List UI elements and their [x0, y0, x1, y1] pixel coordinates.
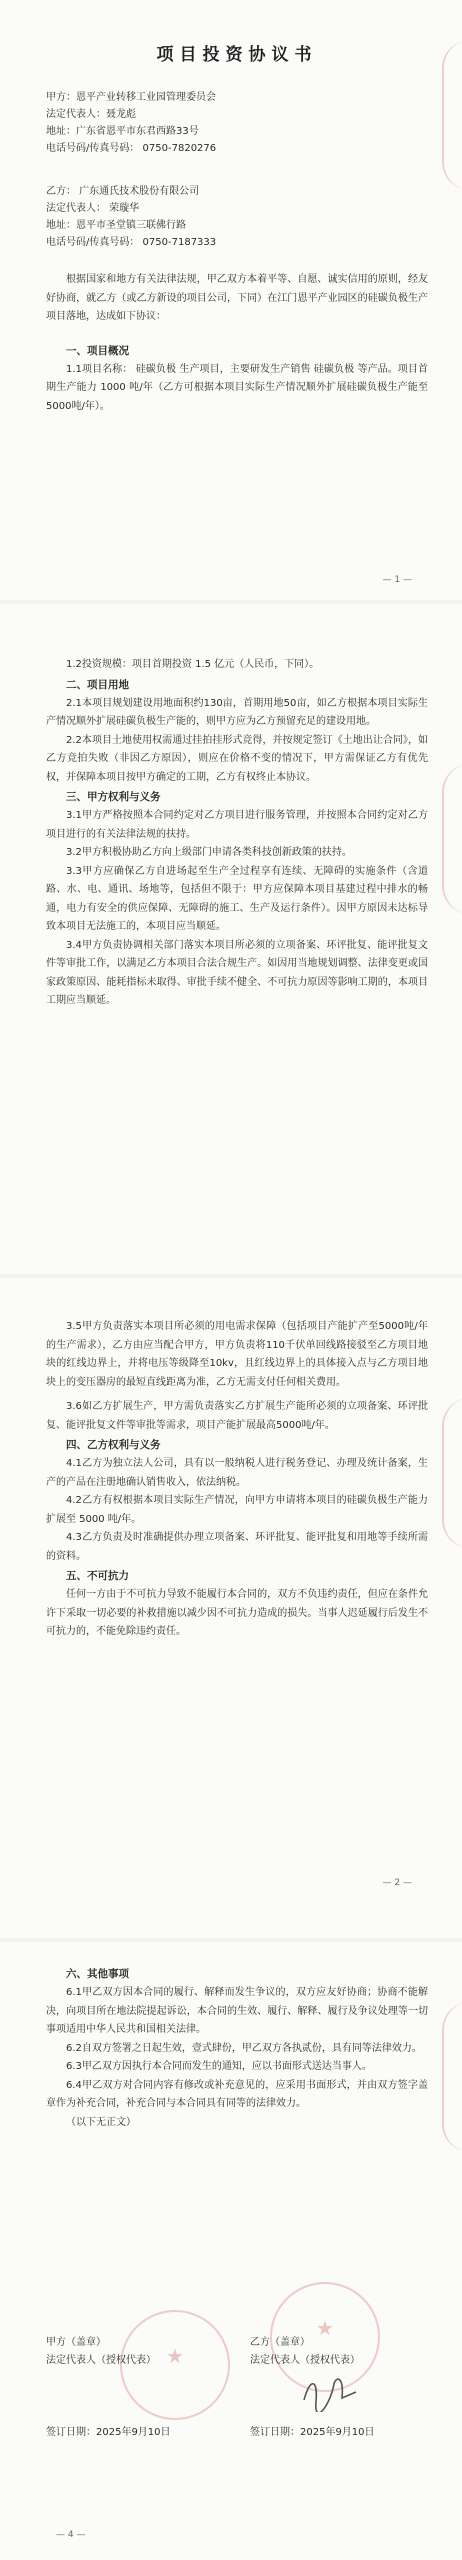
- party-b-phone: 电话号码/传真号码： 0750-7187333: [46, 237, 217, 248]
- seal-edge-mark: [442, 40, 462, 190]
- party-b-name: 乙方： 广东通氏技术股份有限公司: [46, 186, 200, 197]
- section-6-1: 6.1甲乙双方因本合同的履行、解释而发生争议的，双方应友好协商；协商不能解决，向项目所在地法院提起诉讼，本合同的生效、履行、解释、履行及争议处理等一切事项适用中华人民共和国相关法律。: [46, 1987, 428, 2035]
- seal-edge-mark: [442, 764, 462, 914]
- section-3-2: 3.2甲方积极协助乙方向上级部门申请各类科技创新政策的扶持。: [66, 847, 352, 858]
- section-2-2: 2.2本项目土地使用权需通过挂拍挂形式竞得，并按规定签订《土地出让合同》，如乙方竞拍失败（非因乙方原因），则应在价格不变的情况下，甲方需保证乙方有优先权，并保障本项目按甲方确定的工期，乙方有权终止本协议。: [46, 734, 428, 783]
- page-4-content: [46, 1964, 428, 2132]
- section-2-1: 2.1本项目规划建设用地面积约130亩，首期用地50亩，如乙方根据本项目实际生产情况顺外扩展硅碳负极生产能的，则甲方应为乙方预留充足的建设用地。: [46, 697, 428, 727]
- section-5-1: 任何一方由于不可抗力导致不能履行本合同的，双方不负违约责任，但应在条件允许下采取一切必要的补救措施以减少因不可抗力造成的损失。当事人迟延履行后发生不可抗力的，不能免除违约责任。: [46, 1589, 428, 1637]
- section-1-2: 1.2投资规模：项目首期投资 1.5 亿元（人民币，下同）。: [66, 659, 320, 670]
- party-b-rep: 法定代表人： 荣璇华: [46, 203, 140, 214]
- section-3-5: 3.5甲方负责落实本项目所必须的用电需求保障（包括项目产能扩产至5000吨/年的生产需求），乙方由应当配合甲方，甲方负责将110千伏单回线路接驳至乙方项目地块的红线边界上，并将电压等级降至10kv，且红线边界上的具体接入点与乙方项目地块上的变压器房的最短直线距离为准，乙方无需支付任何相关费用。: [46, 1321, 428, 1388]
- section-6-2: 6.2自双方签署之日起生效，壹式肆份，甲乙双方各执贰份，具有同等法律效力。: [66, 2042, 422, 2054]
- intro-paragraph: 根据国家和地方有关法律法规，甲乙双方本着平等、自愿、诚实信用的原则，经友好协商，就乙方（或乙方新设的项目公司，下同）在江门恩平产业园区的硅碳负极生产项目落地，达成如下协议：: [46, 274, 428, 322]
- section-6-heading: 六、其他事项: [66, 1968, 129, 1980]
- section-6-3: 6.3甲乙双方因执行本合同而发生的通知，应以书面形式送达当事人。: [66, 2061, 372, 2072]
- page-1-content: [46, 40, 428, 416]
- page-number: — 2 —: [382, 1878, 412, 1888]
- seal-edge-mark: [442, 1398, 462, 1548]
- party-a-seal-label: 甲方（盖章）: [46, 2337, 106, 2348]
- section-3-heading: 三、甲方权利与义务: [66, 791, 161, 803]
- section-4-2: 4.2乙方有权根据本项目实际生产情况，向甲方申请将本项目的硅碳负极生产能力扩展至 5000 吨/年。: [46, 1495, 428, 1525]
- party-a-address: 地址：广东省恩平市东君西路33号: [46, 126, 199, 137]
- section-4-heading: 四、乙方权利与义务: [66, 1439, 161, 1451]
- party-b-signature: [300, 2372, 360, 2418]
- section-4-3: 4.3乙方负责及时准确提供办理立项备案、环评批复、能评批复和用地等手续所需的资料。: [46, 1532, 428, 1562]
- party-a-rep-label: 法定代表人（授权代表）: [46, 2355, 156, 2366]
- party-b-date: 签订日期：2025年9月10日: [250, 2427, 375, 2438]
- section-3-1: 3.1甲方严格按照本合同约定对乙方项目进行服务管理，并按照本合同约定对乙方项目进行的有关法律法规的扶持。: [46, 810, 428, 840]
- page-number: — 4 —: [56, 2530, 86, 2540]
- party-b-seal-label: 乙方（盖章）: [250, 2337, 310, 2348]
- page-4: [0, 1942, 462, 2560]
- section-6-4: 6.4甲乙双方对合同内容有修改或补充意见的，应采用书面形式，并由双方签字盖章作为补充合同，补充合同与本合同具有同等的法律效力。: [46, 2079, 428, 2109]
- no-further-text: （以下无正文）: [66, 2116, 136, 2128]
- page-2: [0, 604, 462, 1274]
- page-number: — 1 —: [382, 575, 412, 585]
- seal-edge-mark: [442, 2002, 462, 2152]
- signature-scribble: [300, 2372, 360, 2412]
- section-1-1: 1.1项目名称： 硅碳负极 生产项目，主要研发生产销售 硅碳负极 等产品。项目首期生产能力 1000 吨/年（乙方可根据本项目实际生产情况顺外扩展硅碳负极生产能至5000吨/年）。: [46, 363, 428, 412]
- page-1: [0, 0, 462, 600]
- party-a-name: 甲方：恩平产业转移工业园管理委员会: [46, 92, 216, 103]
- section-1-heading: 一、项目概况: [66, 344, 129, 357]
- party-b-rep-label: 法定代表人（授权代表）: [250, 2355, 360, 2366]
- document-title: 项目投资协议书: [156, 45, 318, 65]
- section-3-6: 3.6如乙方扩展生产，甲方需负责落实乙方扩展生产能所必须的立项备案、环评批复、能评批复文件等审批等需求，项目产能扩展最高5000吨/年。: [46, 1401, 428, 1431]
- party-a-rep: 法定代表人：聂龙彪: [46, 109, 136, 120]
- party-a-phone: 电话号码/传真号码： 0750-7820276: [46, 143, 217, 154]
- section-5-heading: 五、不可抗力: [66, 1570, 129, 1582]
- party-a-date: 签订日期：2025年9月10日: [46, 2427, 171, 2438]
- page-3: [0, 1278, 462, 1938]
- page-2-content: [46, 656, 428, 1011]
- section-3-4: 3.4甲方负责协调相关部门落实本项目所必须的立项备案、环评批复、能评批复文件等审批工作，以满足乙方本项目合法合规生产。如因用当地规划调整、法律变更或国家政策原因、能耗指标未取得、审批手续不健全、不可抗力原因等影响工期的，本项目工期应当顺延。: [46, 939, 428, 1006]
- section-4-1: 4.1乙方为独立法人公司，具有以一般纳税人进行税务登记、办理及统计备案，生产的产品在注册地确认销售收入，依法纳税。: [46, 1458, 428, 1488]
- section-3-3: 3.3甲方应确保乙方自进场起至生产全过程享有连续、无障碍的实施条件（含道路、水、电、通讯、场地等，包括但不限于：甲方应保障本项目基建过程中排水的畅通，电力有安全的供应保障、无障碍的施工、生产及运行条件）。因甲方原因未达标导致本项目无法施工的，本项目应当顺延。: [46, 865, 428, 932]
- party-a-seal: ★: [120, 2310, 230, 2420]
- section-2-heading: 二、项目用地: [66, 678, 129, 691]
- page-3-content: [46, 1318, 428, 1642]
- party-b-address: 地址：恩平市圣堂镇三联佛行路: [46, 220, 186, 231]
- party-b-seal: ★: [270, 2282, 380, 2392]
